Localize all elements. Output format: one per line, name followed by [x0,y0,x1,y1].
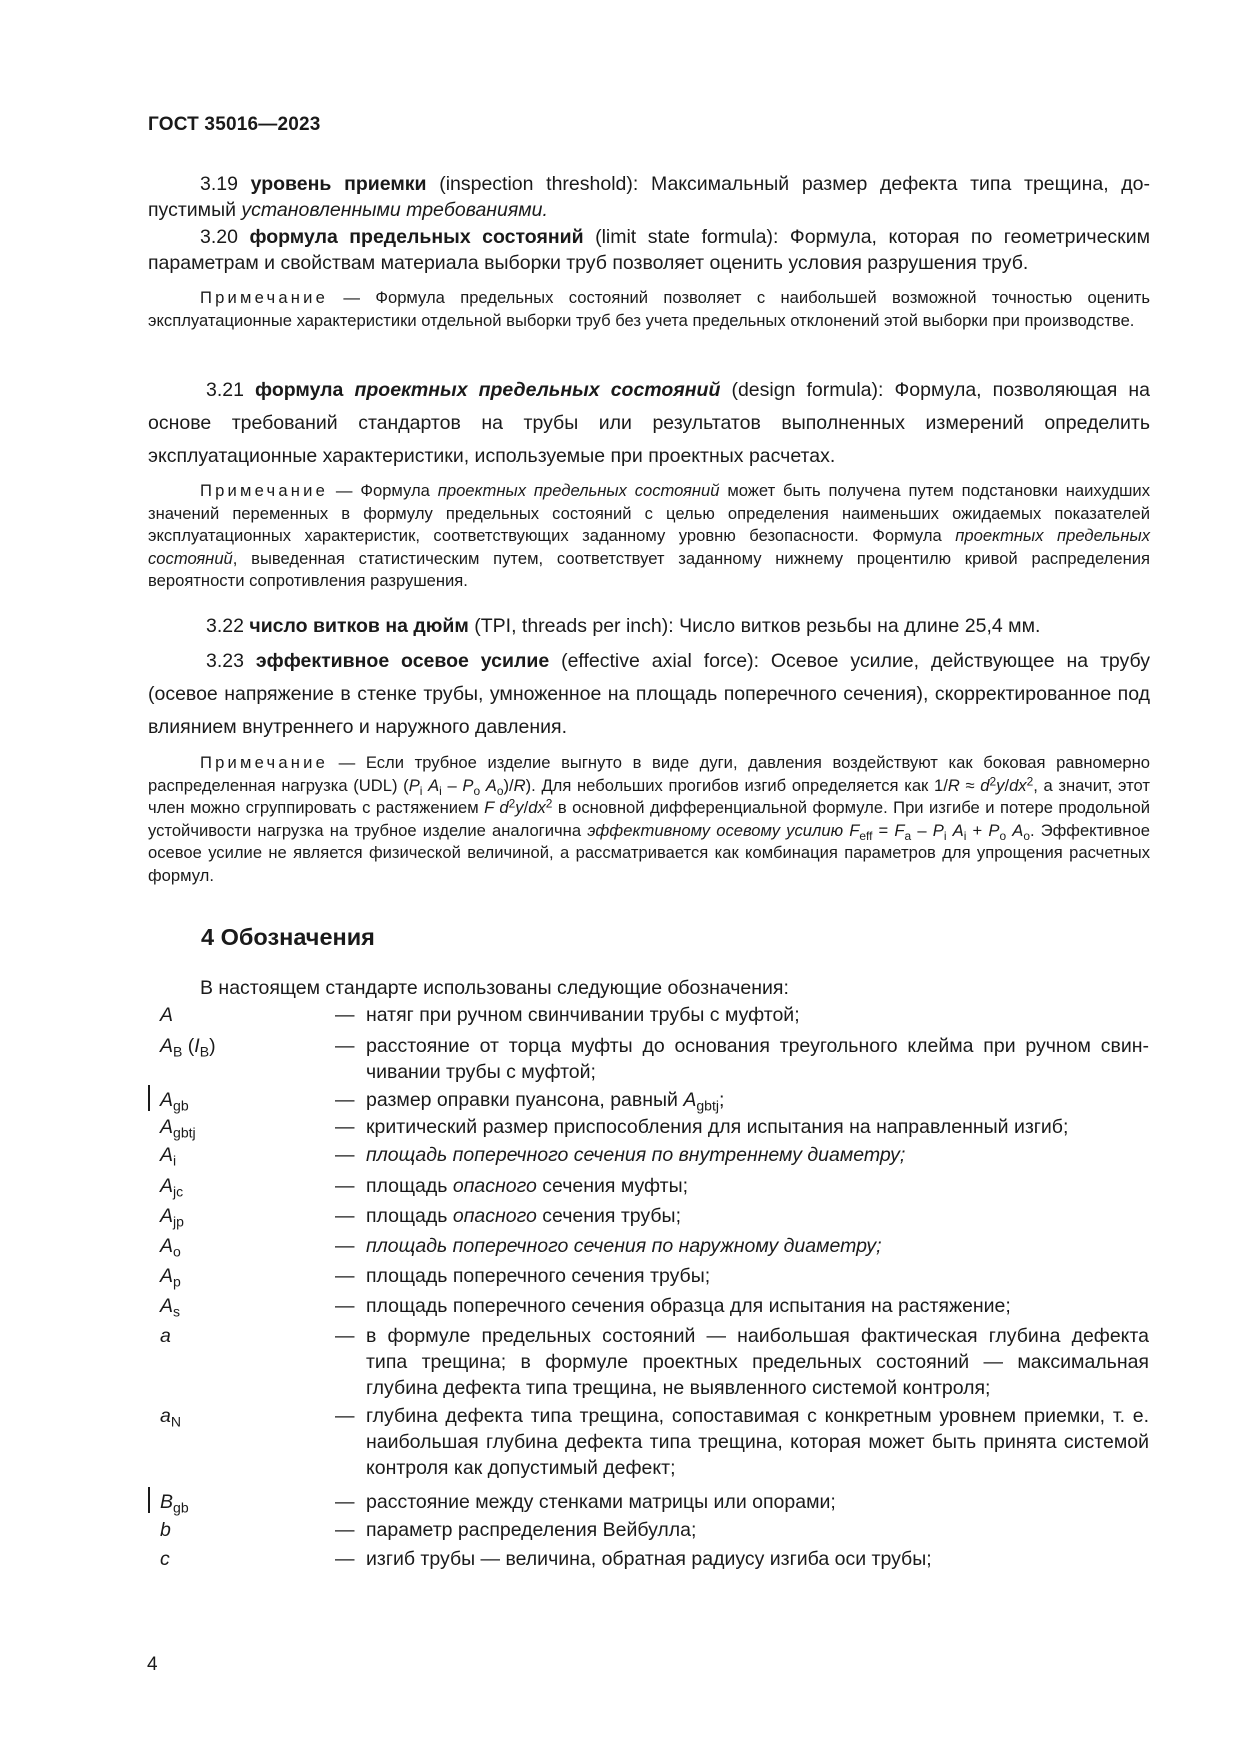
symbol-definition: площадь поперечного сечения по внутреннему диаметру; [366,1144,906,1166]
symbol: $B_{gb}$ [160,1491,189,1516]
dash: — [335,1175,355,1197]
dash: — [335,1548,355,1570]
section-title: 4 Обозначения [201,924,375,950]
symbol-definition: размер оправки пуансона, равный $A_{gbtj}$; [366,1089,725,1114]
symbol-definition: глубина дефекта типа трещина, сопоставимая с конкретным уровнем приемки, т. е. наибольшая глубина дефекта типа трещина, которая может быть принята системой контроля как допустимый дефект; [366,1405,1149,1479]
dash: — [335,1035,355,1057]
page-number: 4 [147,1654,158,1675]
dash: — [335,1144,355,1166]
symbol-definition: натяг при ручном свинчивании трубы с муфтой; [366,1004,800,1026]
term-3-23: 3.23 эффективное осевое усилие (effective axial force): Осевое усилие, действующее на трубу (осевое напряжение в стенке трубы, умноженное на площадь поперечного сечения), скорректированное под влиянием внутреннего и наружного давления. [148,650,1150,738]
symbol: $A_B$ $(I_B)$ [160,1035,216,1060]
symbol-definition: в формуле предельных состояний — наибольшая фактическая глубина дефекта типа трещина; в формуле проектных предельных состояний — максимальная глубина дефекта типа трещина, не выявленного системой контроля; [366,1325,1149,1399]
note-3-23: Примечание — Если трубное изделие выгнуто в виде дуги, давления воздействуют как боковая равномерно распределенная нагрузка (UDL) ($P_i$ $A_i - P_o$ $A_o)/R$). Для небольших прогибов изгиб определяется как $1/R \approx d^2y/dx^2$, а значит, этот член можно сгруппировать с растяжением F $d^2y/dx^2$ в основной дифференциальной формуле. При изгибе и потере продольной устойчивости нагрузка на трубное изделие аналогична эффективному осевому усилию $F_{eff} = F_a - P_i$ $A_i + P_o$ $A_o$. Эффективное осевое усилие не является физической величиной, а рассматривается как комбинация параметров для упрощения расчетных формул. [148,753,1150,885]
note-label: Примечание [200,753,329,772]
symbol: $A_i$ [160,1144,177,1169]
dash: — [335,1325,355,1347]
symbol: $a_N$ [160,1405,181,1430]
section-lead: В настоящем стандарте использованы следующие обозначения: [200,977,789,999]
dash: — [335,1405,355,1427]
symbol: $A_s$ [160,1295,181,1320]
dash: — [335,1295,355,1317]
note-label: Примечание [200,481,329,500]
symbol-definition: площадь опасного сечения трубы; [366,1205,681,1227]
symbol-definition: площадь поперечного сечения по наружному диаметру; [366,1235,882,1257]
term-title: формула предельных состояний [249,226,584,248]
symbol: $A_{jp}$ [160,1205,184,1230]
symbol: $A_{jc}$ [160,1175,184,1200]
note-3-20: Примечание — Формула предельных состояний позволяет с наибольшей возможной точностью оценить эксплуатационные характеристики отдельной выборки труб без учета предельных отклонений этой выборки при производстве. [148,288,1150,330]
symbol: $A_{gbtj}$ [160,1116,196,1141]
dash: — [335,1089,355,1111]
dash: — [335,1205,355,1227]
term-title: число витков на дюйм [249,615,469,637]
symbol-definition: площадь опасного сечения муфты; [366,1175,689,1197]
symbol: a [160,1325,171,1347]
document-header: ГОСТ 35016—2023 [148,114,321,135]
symbol-definition: расстояние от торца муфты до основания треугольного клейма при ручном свинчивании трубы с муфтой; [366,1035,1149,1083]
term-3-22: 3.22 число витков на дюйм (TPI, threads per inch): Число витков резьбы на длине 25,4 мм. [206,615,1041,637]
dash: — [335,1004,355,1026]
symbol: $A_o$ [160,1235,181,1260]
symbol: c [160,1548,170,1570]
symbol: A [160,1004,174,1026]
term-3-20: 3.20 формула предельных состояний (limit state formula): Формула, которая по геометрическим параметрам и свойствам материала выборки труб позволяет оценить условия разрушения труб. [148,226,1151,274]
note-label: Примечание [200,288,329,307]
term-title: формула проектных предельных состояний [255,379,721,401]
symbol-definition: площадь поперечного сечения образца для испытания на растяжение; [366,1295,1011,1317]
symbol: b [160,1519,171,1541]
symbol: $A_p$ [160,1265,181,1290]
term-3-19: 3.19 уровень приемки (inspection threshold): Максимальный размер дефекта типа трещина, допустимый установленными требованиями. [148,173,1151,221]
term-3-21: 3.21 формула проектных предельных состояний (design formula): Формула, позволяющая на основе требований стандартов на трубы или результатов выполненных измерений определить эксплуатационные характеристики, используемые при проектных расчетах. [148,379,1151,467]
symbol-definition: площадь поперечного сечения трубы; [366,1265,711,1287]
dash: — [335,1519,355,1541]
dash: — [335,1235,355,1257]
term-title: уровень приемки [250,173,427,195]
symbol-definition: параметр распределения Вейбулла; [366,1519,697,1541]
dash: — [335,1116,355,1138]
note-3-21: Примечание — Формула проектных предельных состояний может быть получена путем подстановки наихудших значений переменных в формулу предельных состояний с целью определения наименьших ожидаемых показателей эксплуатационных характеристик, соответствующих заданному уровню безопасности. Формула проектных предельных состояний, выведенная статистическим путем, соответствует заданному нижнему процентилю кривой распределения вероятности сопротивления разрушения. [148,481,1151,590]
dash: — [335,1265,355,1287]
change-bar [148,1085,150,1111]
symbol: $A_{gb}$ [160,1089,189,1114]
symbol-definition: расстояние между стенками матрицы или опорами; [366,1491,836,1513]
symbol-definition: критический размер приспособления для испытания на направленный изгиб; [366,1116,1069,1138]
dash: — [335,1491,355,1513]
term-title: эффективное осевое усилие [255,650,550,672]
change-bar [148,1487,150,1513]
symbol-definition: изгиб трубы — величина, обратная радиусу изгиба оси трубы; [366,1548,932,1570]
